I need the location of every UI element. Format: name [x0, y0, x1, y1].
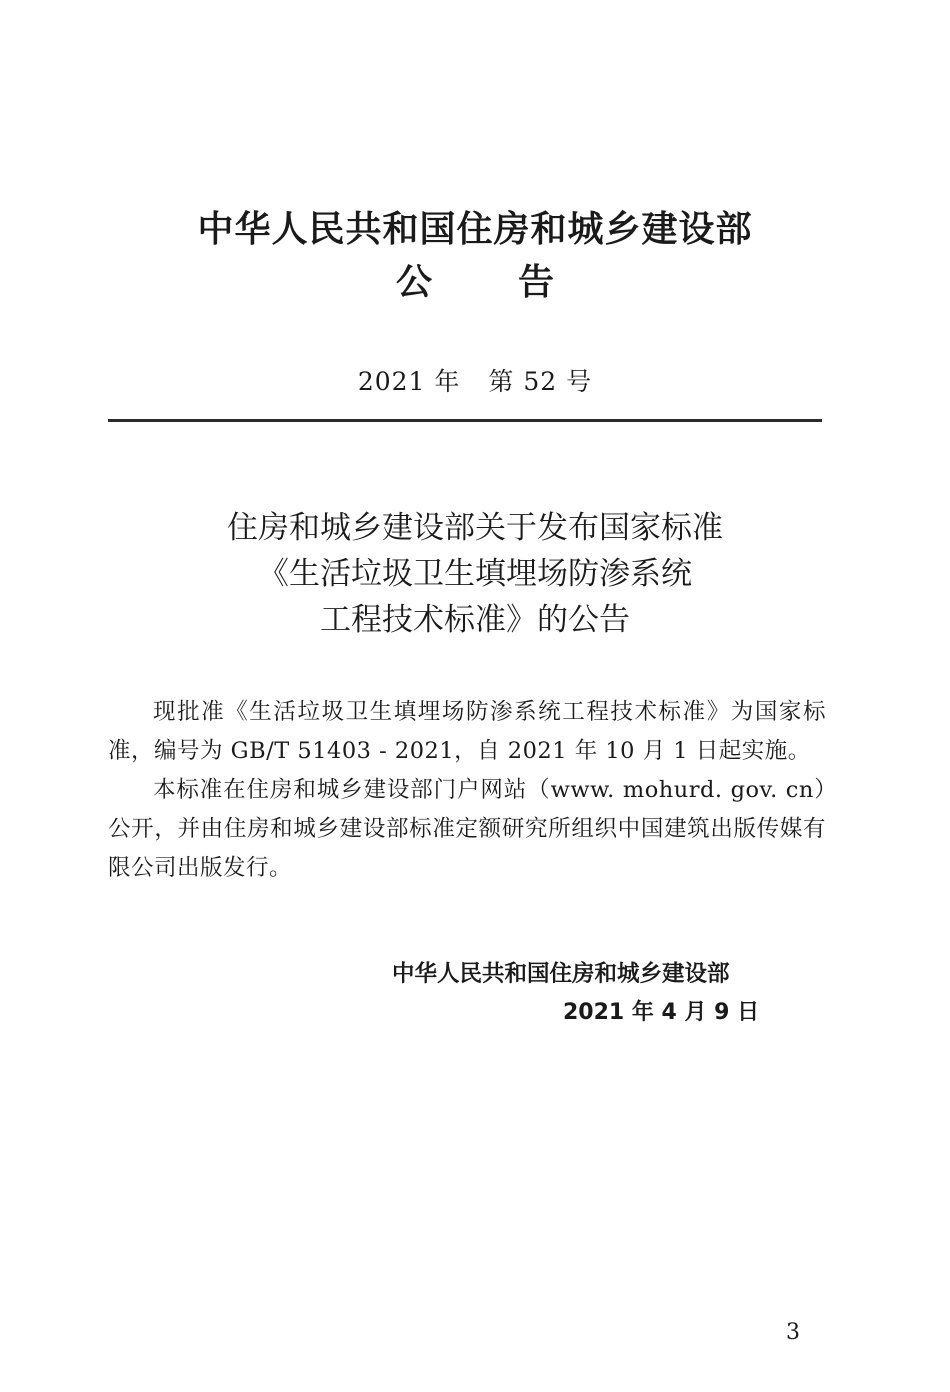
announcement-heading — [0, 258, 950, 308]
notice-body — [108, 693, 826, 888]
announcement-heading-char-2: 告 — [518, 262, 555, 303]
page-number: 3 — [786, 1320, 800, 1345]
document-year: 2021 年 — [357, 367, 461, 396]
body-paragraph-publication: 本标准在住房和城乡建设部门户网站（www. mohurd. gov. cn）公开，并由住房和城乡建设部标准定额研究所组织中国建筑出版传媒有限公司出版发行。 — [108, 777, 826, 881]
signature-date: 2021 年 4 月 9 日 — [563, 1000, 760, 1025]
notice-title-line-3: 工程技术标准》的公告 — [320, 602, 630, 638]
body-paragraph-approval: 现批准《生活垃圾卫生填埋场防渗系统工程技术标准》为国家标准，编号为 GB/T 51403 - 2021，自 2021 年 10 月 1 日起实施。 — [108, 699, 826, 764]
document-serial: 第 52 号 — [488, 367, 593, 396]
issuing-authority-heading: 中华人民共和国住房和城乡建设部 — [197, 209, 753, 250]
announcement-heading-char-1: 公 — [395, 262, 432, 303]
signature-organization: 中华人民共和国住房和城乡建设部 — [392, 961, 730, 987]
notice-title-line-1: 住房和城乡建设部关于发布国家标准 — [227, 510, 723, 546]
notice-title — [0, 505, 950, 643]
notice-title-line-2: 《生活垃圾卫生填埋场防渗系统 — [258, 556, 692, 592]
header-divider — [108, 419, 822, 422]
document-number — [0, 364, 950, 400]
